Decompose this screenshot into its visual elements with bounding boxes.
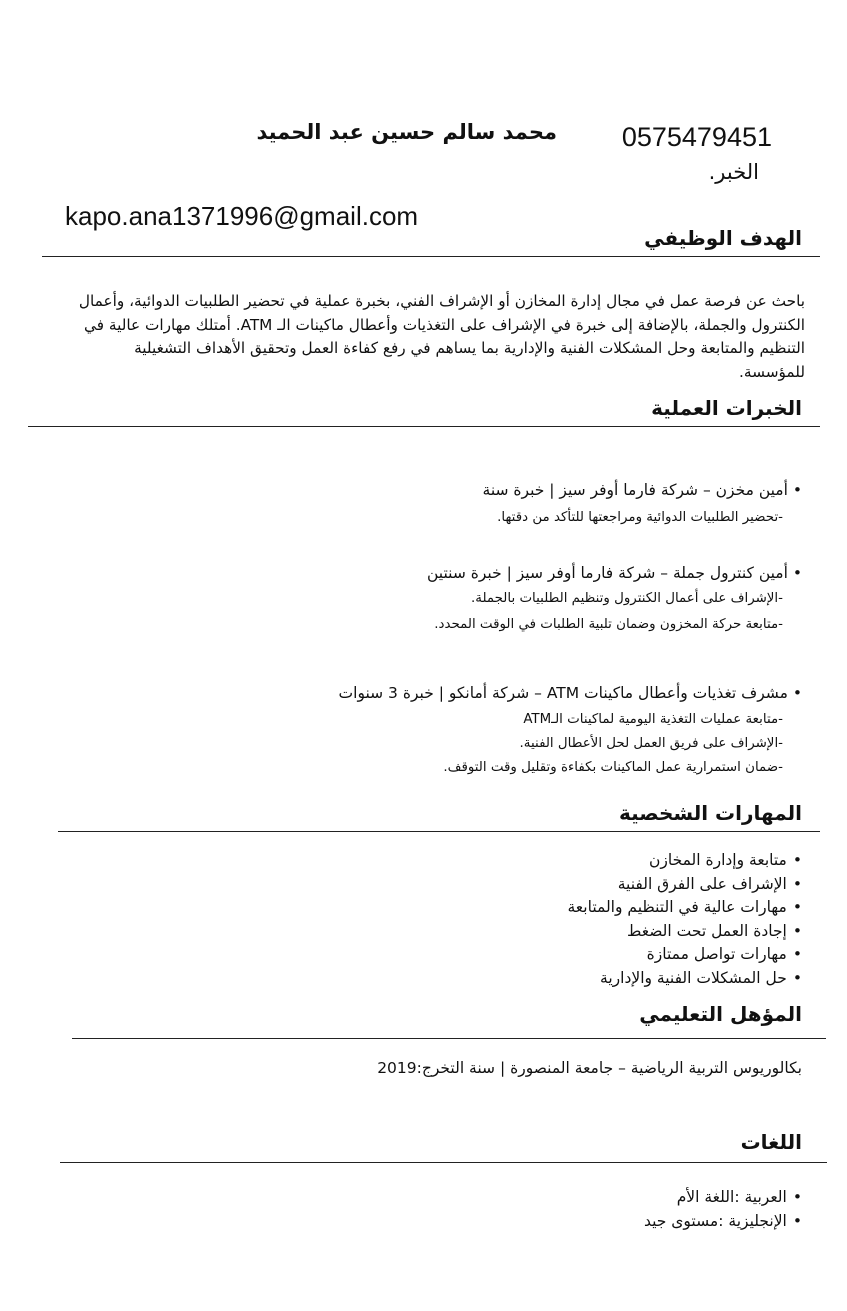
objective-text: باحث عن فرصة عمل في مجال إدارة المخازن أو الإشراف الفني، بخبرة عملية في تحضير الطلبيات الدوائية، وأعمال الكنترول والجملة، بالإضافة إلى خبرة في الإشراف على التغذيات وأعطال ماكينات الـ ATM. أمتلك مهارات عالية في التنظيم والمتابعة وحل المشكلات الفنية والإدارية بما يساهم في رفع كفاءة العمل وتحقيق الأهداف التشغيلية للمؤسسة. bbox=[78, 292, 805, 382]
job-title-3: • مشرف تغذيات وأعطال ماكينات ATM – شركة أمانكو | خبرة 3 سنوات bbox=[338, 684, 802, 702]
job-detail: -متابعة حركة المخزون وضمان تلبية الطلبات في الوقت المحدد. bbox=[434, 617, 783, 632]
list-item: • إجادة العمل تحت الضغط bbox=[568, 920, 803, 944]
job-title-1: • أمين مخزن – شركة فارما أوفر سيز | خبرة سنة bbox=[482, 481, 802, 499]
list-item: • الإشراف على الفرق الفنية bbox=[568, 873, 803, 897]
list-item: • مهارات تواصل ممتازة bbox=[568, 943, 803, 967]
city: الخبر. bbox=[708, 160, 759, 184]
experience-divider bbox=[28, 426, 820, 427]
job-detail: -تحضير الطلبيات الدوائية ومراجعتها للتأكد من دقتها. bbox=[497, 510, 783, 525]
list-item: • الإنجليزية :مستوى جيد bbox=[644, 1210, 802, 1234]
job-detail: -متابعة عمليات التغذية اليومية لماكينات الـATM bbox=[523, 712, 783, 727]
job-title-2: • أمين كنترول جملة – شركة فارما أوفر سيز | خبرة سنتين bbox=[426, 564, 802, 582]
job-detail: -ضمان استمرارية عمل الماكينات بكفاءة وتقليل وقت التوقف. bbox=[443, 760, 783, 775]
job-detail: -الإشراف على أعمال الكنترول وتنظيم الطلبيات بالجملة. bbox=[471, 591, 783, 606]
list-item: • حل المشكلات الفنية والإدارية bbox=[568, 967, 803, 991]
education-divider bbox=[72, 1038, 826, 1039]
skills-divider bbox=[58, 831, 820, 832]
list-item: • العربية :اللغة الأم bbox=[644, 1186, 802, 1210]
objective-divider bbox=[42, 256, 820, 257]
list-item: • مهارات عالية في التنظيم والمتابعة bbox=[568, 896, 803, 920]
languages-heading: اللغات bbox=[740, 1130, 802, 1154]
skills-heading: المهارات الشخصية bbox=[618, 801, 802, 825]
email-address: kapo.ana1371996@gmail.com bbox=[65, 201, 419, 231]
list-item: • متابعة وإدارة المخازن bbox=[568, 849, 803, 873]
languages-divider bbox=[60, 1162, 827, 1163]
education-text: بكالوريوس التربية الرياضية – جامعة المنصورة | سنة التخرج:2019 bbox=[377, 1059, 802, 1077]
skills-list bbox=[568, 849, 803, 991]
languages-list bbox=[644, 1186, 802, 1233]
candidate-name: محمد سالم حسين عبد الحميد bbox=[256, 120, 557, 144]
job-detail: -الإشراف على فريق العمل لحل الأعطال الفنية. bbox=[519, 736, 783, 751]
experience-heading: الخبرات العملية bbox=[651, 396, 802, 420]
objective-heading: الهدف الوظيفي bbox=[644, 226, 802, 250]
education-heading: المؤهل التعليمي bbox=[639, 1002, 802, 1026]
phone-number: 0575479451 bbox=[621, 122, 772, 152]
